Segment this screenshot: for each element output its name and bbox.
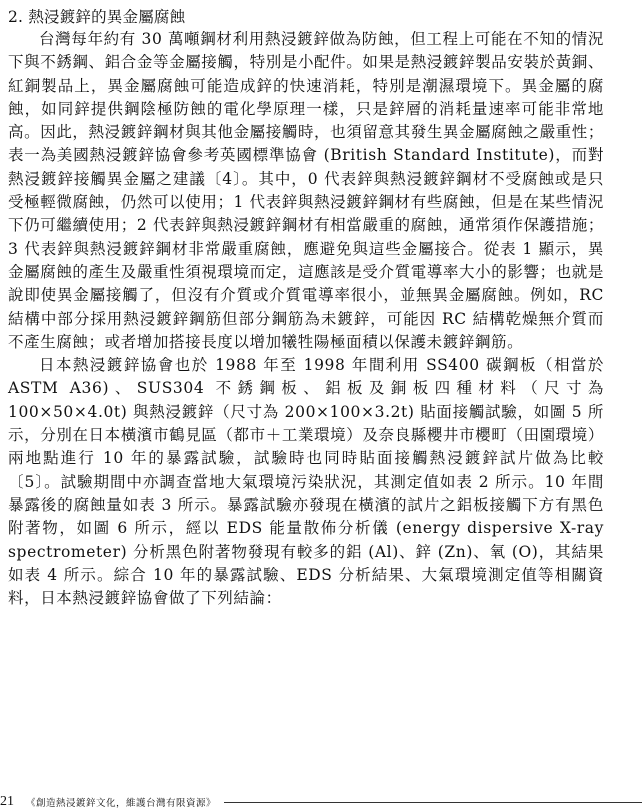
footer-slogan: 《創造熱浸鍍鋅文化，維護台灣有限資源》 xyxy=(26,798,217,809)
page-number: 21 xyxy=(0,794,14,809)
section-title: 2. 熱浸鍍鋅的異金屬腐蝕 xyxy=(8,8,186,26)
article-body xyxy=(8,6,604,610)
paragraph-2: 日本熱浸鍍鋅協會也於 1988 年至 1998 年間利用 SS400 碳鋼板（相當於 ASTM A36)、SUS304 不銹鋼板、鋁板及銅板四種材料（尺寸為 100×50×4.0t) 與熱浸鍍鋅（尺寸為 200×100×3.2t) 貼面接觸試驗，如圖 5 所示，分別在日本橫濱市鶴見區（都市＋工業環境）及奈良縣櫻井市櫻町（田園環境）兩地點進行 10 年的暴露試驗，試驗時也同時貼面接觸熱浸鍍鋅試片做為比較〔5〕。試驗期間中亦調查當地大氣環境污染狀況，其測定值如表 2 所示。10 年間暴露後的腐蝕量如表 3 所示。暴露試驗亦發現在橫濱的試片之鋁板接觸下方有黑色附著物，如圖 6 所示，經以 EDS 能量散佈分析儀 (energy dispersive X-ray spectrometer) 分析黑色附著物發現有較多的鋁 (Al)、鋅 (Zn)、氧 (O)，其結果如表 4 所示。綜合 10 年的暴露試驗、EDS 分析結果、大氣環境測定值等相關資料，日本熱浸鍍鋅協會做了下列結論： xyxy=(8,356,604,608)
paragraph-1: 台灣每年約有 30 萬噸鋼材利用熱浸鍍鋅做為防蝕，但工程上可能在不知的情況下與不銹鋼、鋁合金等金屬接觸，特別是小配件。如果是熱浸鍍鋅製品安裝於黃銅、紅銅製品上，異金屬腐蝕可能造成鋅的快速消耗，特別是潮濕環境下。異金屬的腐蝕，如同鋅提供鋼陰極防蝕的電化學原理一樣，只是鋅層的消耗量速率可能非常地高。因此，熱浸鍍鋅鋼材與其他金屬接觸時，也須留意其發生異金屬腐蝕之嚴重性；表一為美國熱浸鍍鋅協會參考英國標準協會 (British Standard Institute)，而對熱浸鍍鋅接觸異金屬之建議〔4〕。其中，0 代表鋅與熱浸鍍鋅鋼材不受腐蝕或是只受極輕微腐蝕，仍然可以使用；1 代表鋅與熱浸鍍鋅鋼材有些腐蝕，但是在某些情況下仍可繼續使用；2 代表鋅與熱浸鍍鋅鋼材有相當嚴重的腐蝕，通常須作保護措施；3 代表鋅與熱浸鍍鋅鋼材非常嚴重腐蝕，應避免與這些金屬接合。從表 1 顯示，異金屬腐蝕的產生及嚴重性須視環境而定，這應該是受介質電導率大小的影響；也就是說即使異金屬接觸了，但沒有介質或介質電導率很小，並無異金屬腐蝕。例如，RC 結構中部分採用熱浸鍍鋅鋼筋但部分鋼筋為未鍍鋅，可能因 RC 結構乾燥無介質而不產生腐蝕；或者增加搭接長度以增加犧牲陽極面積以保護未鍍鋅鋼筋。 xyxy=(8,30,604,351)
page-footer xyxy=(0,794,642,810)
footer-rule-line xyxy=(224,802,642,803)
